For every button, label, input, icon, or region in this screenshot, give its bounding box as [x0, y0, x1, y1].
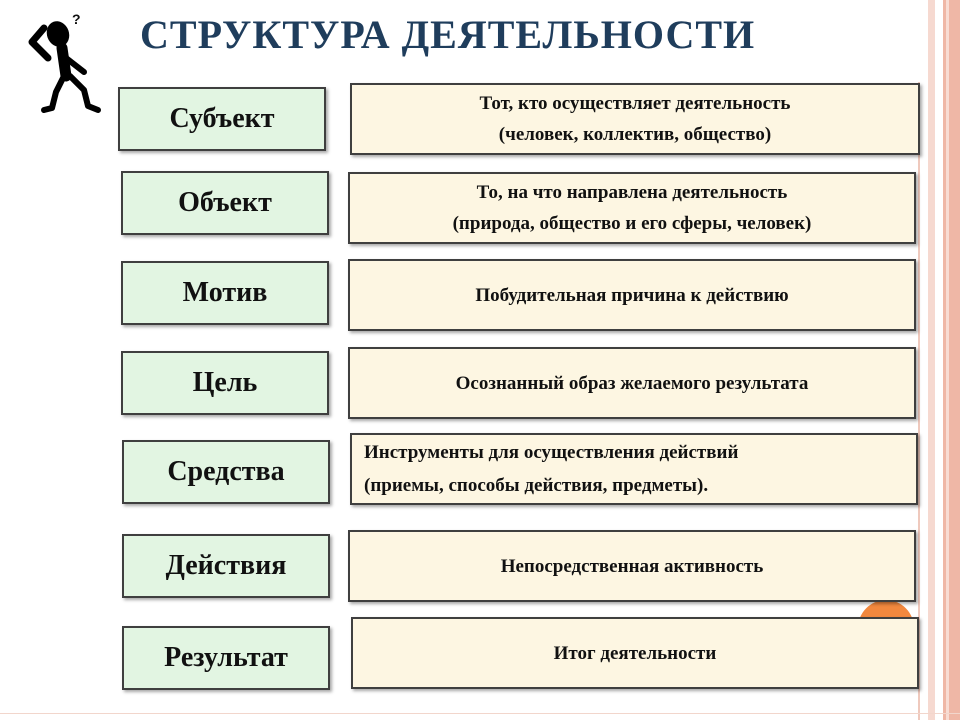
- definition-result: [351, 617, 919, 689]
- definition-actions: [348, 530, 916, 602]
- thinking-figure-icon: [22, 6, 112, 116]
- term-label: Средства: [167, 456, 285, 487]
- definition-line: То, на что направлена деятельность: [476, 182, 788, 203]
- page-title: СТРУКТУРА ДЕЯТЕЛЬНОСТИ: [140, 12, 756, 57]
- definition-means: [350, 433, 918, 505]
- decor-stripe: [946, 0, 949, 720]
- definition-line: (природа, общество и его сферы, человек): [452, 213, 812, 234]
- term-motive: [121, 261, 329, 325]
- term-label: Действия: [165, 550, 287, 581]
- definition-line: Итог деятельности: [553, 642, 717, 664]
- definition-line: Непосредственная активность: [500, 555, 764, 577]
- definition-line: Тот, кто осуществляет деятельность: [479, 93, 791, 114]
- term-label: Результат: [164, 642, 288, 673]
- definition-goal: [348, 347, 916, 419]
- definition-line: (человек, коллектив, общество): [498, 124, 772, 145]
- definition-motive: [348, 259, 916, 331]
- definition-line: Осознанный образ желаемого результата: [455, 372, 809, 394]
- term-subject: [118, 87, 326, 151]
- definition-object: [348, 172, 916, 244]
- definition-line: Побудительная причина к действию: [475, 284, 789, 306]
- question-mark: ?: [72, 11, 81, 27]
- term-means: [122, 440, 330, 504]
- term-label: Цель: [192, 367, 258, 398]
- frame-line: [0, 713, 960, 714]
- decor-stripe: [928, 0, 935, 720]
- definition-line: (приемы, способы действия, предметы).: [364, 475, 709, 496]
- term-object: [121, 171, 329, 235]
- term-actions: [122, 534, 330, 598]
- term-result: [122, 626, 330, 690]
- term-label: Объект: [178, 187, 272, 218]
- definition-line: Инструменты для осуществления действий: [364, 442, 739, 463]
- term-goal: [121, 351, 329, 415]
- decor-stripe: [935, 0, 943, 720]
- term-label: Субъект: [169, 103, 275, 134]
- definition-subject: [350, 83, 920, 155]
- term-label: Мотив: [182, 277, 268, 308]
